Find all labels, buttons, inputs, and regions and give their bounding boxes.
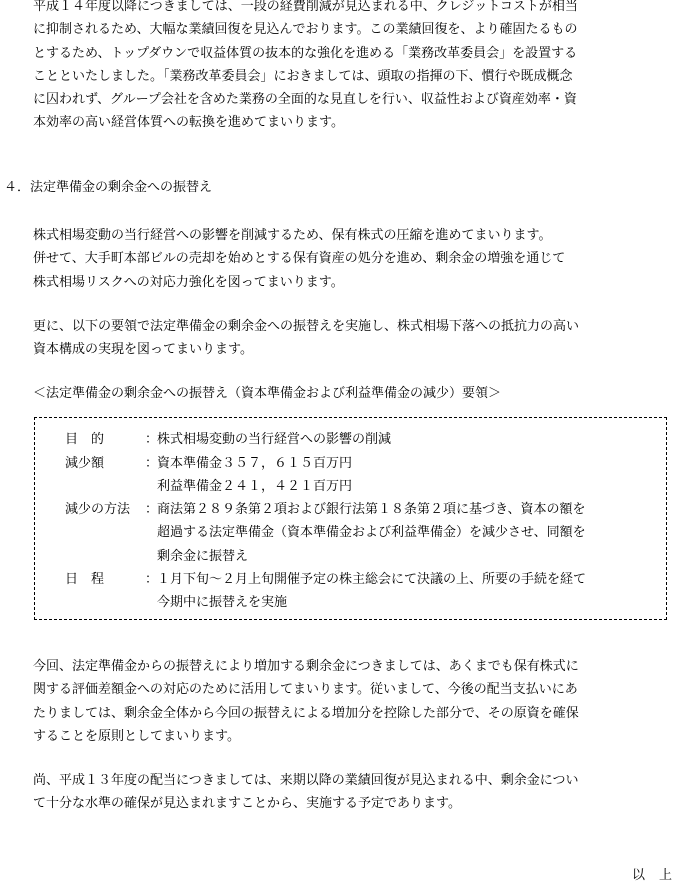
purpose-content bbox=[157, 428, 662, 451]
section-paragraph-3 bbox=[33, 655, 673, 748]
box-title bbox=[33, 382, 673, 405]
schedule-row bbox=[65, 568, 665, 616]
text-line: 株式相場変動の当行経営への影響の削減 bbox=[157, 432, 392, 447]
text-line: に抑制されるため、大幅な業績回復を見込んでおります。この業績回復を、より確固たるもの bbox=[33, 22, 578, 38]
method-separator: ： bbox=[145, 502, 159, 517]
schedule-label: 日 程 bbox=[65, 572, 105, 587]
text-line: たりましては、剰余金全体から今回の振替えによる増加分を控除した部分で、その原資を確保 bbox=[33, 705, 579, 721]
text-line: に囚われず、グループ会社を含めた業務の全面的な見直しを行い、収益性および資産効率・資 bbox=[33, 92, 577, 108]
purpose-separator: ： bbox=[145, 432, 159, 447]
text-line: 関する評価差額金への対応のために活用してまいります。従いまして、今後の配当支払いにあ bbox=[33, 682, 578, 698]
text-line: ＜法定準備金の剰余金への振替え（資本準備金および利益準備金の減少）要領＞ bbox=[33, 386, 502, 401]
text-line: 剰余金に振替え bbox=[157, 548, 249, 564]
text-line: 平成１４年度以降につきましては、一段の経費削減が見込まれる中、クレジットコストが相当 bbox=[33, 0, 578, 14]
text-line: １月下旬～２月上旬開催予定の株主総会にて決議の上、所要の手続を経て bbox=[157, 572, 587, 587]
text-line: 本効率の高い経営体質への転換を進めてまいります。 bbox=[33, 115, 344, 131]
text-line: とするため、トップダウンで収益体質の抜本的な強化を進める「業務改革委員会」を設置する bbox=[33, 45, 578, 61]
text-line: 超過する法定準備金（資本準備金および利益準備金）を減少させ、同額を bbox=[157, 525, 586, 541]
section-heading: ４．法定準備金の剰余金への振替え bbox=[4, 180, 213, 195]
text-line: 更に、以下の要領で法定準備金の剰余金への振替えを実施し、株式相場下落への抵抗力の高い bbox=[33, 319, 580, 334]
text-line: 今回、法定準備金からの振替えにより増加する剰余金につきましては、あくまでも保有株式に bbox=[33, 659, 579, 674]
amount-content bbox=[157, 452, 662, 499]
amount-row bbox=[65, 452, 665, 500]
section-paragraph-1 bbox=[33, 224, 673, 294]
text-line: 株式相場変動の当行経営への影響を削減するため、保有株式の圧縮を進めてまいります。 bbox=[33, 228, 552, 243]
text-line: 株式相場リスクへの対応力強化を図ってまいります。 bbox=[33, 274, 344, 290]
text-line: 利益準備金２４１，４２１百万円 bbox=[157, 479, 353, 495]
text-line: ことといたしました。「業務改革委員会」におきましては、頭取の指揮の下、慣行や既成概念 bbox=[33, 68, 573, 84]
schedule-separator: ： bbox=[145, 572, 159, 587]
procedure-box bbox=[34, 417, 667, 620]
method-row bbox=[65, 498, 665, 570]
purpose-row bbox=[65, 428, 665, 452]
text-line: 併せて、大手町本部ビルの売却を始めとする保有資産の処分を進め、剰余金の増強を通じて bbox=[33, 251, 566, 267]
text-line: 資本準備金３５７，６１５百万円 bbox=[157, 456, 353, 471]
amount-separator: ： bbox=[145, 456, 159, 471]
text-line: 尚、平成１３年度の配当につきましては、来期以降の業績回復が見込まれる中、剰余金につい bbox=[33, 773, 579, 788]
text-line: 今期中に振替えを実施 bbox=[157, 595, 288, 611]
text-line: 商法第２８９条第２項および銀行法第１８条第２項に基づき、資本の額を bbox=[157, 502, 586, 517]
schedule-content bbox=[157, 568, 662, 615]
section-paragraph-4 bbox=[33, 769, 673, 816]
section-paragraph-2 bbox=[33, 315, 673, 362]
amount-label: 減少額 bbox=[65, 456, 105, 471]
text-line: することを原則としてまいります。 bbox=[33, 728, 240, 744]
method-label: 減少の方法 bbox=[65, 502, 131, 517]
purpose-label: 目 的 bbox=[65, 432, 105, 447]
method-content bbox=[157, 498, 662, 568]
intro-paragraph bbox=[33, 0, 673, 135]
text-line: 資本構成の実現を図ってまいります。 bbox=[33, 342, 253, 358]
closing-mark: 以上 bbox=[632, 868, 687, 883]
text-line: て十分な水準の確保が見込まれますことから、実施する予定であります。 bbox=[33, 796, 461, 812]
